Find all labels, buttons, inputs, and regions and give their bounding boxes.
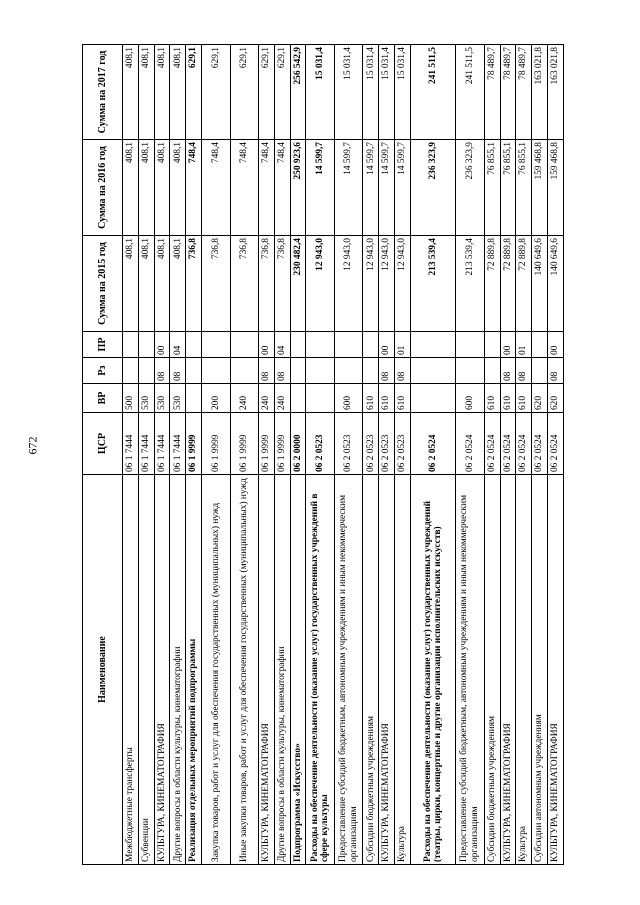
cell-y2015: 140 649,6 bbox=[547, 236, 563, 332]
cell-rz bbox=[456, 358, 484, 384]
cell-rz bbox=[290, 358, 306, 384]
cell-vr bbox=[186, 384, 202, 413]
cell-csr: 06 2 0524 bbox=[410, 413, 455, 475]
cell-y2015: 230 482,4 bbox=[290, 236, 306, 332]
cell-name: КУЛЬТУРА, КИНЕМАТОГРАФИЯ bbox=[154, 475, 170, 865]
table-row bbox=[290, 45, 306, 865]
cell-pr: 00 bbox=[500, 332, 516, 358]
cell-csr: 06 2 0524 bbox=[500, 413, 516, 475]
cell-y2017: 78 489,7 bbox=[484, 45, 500, 140]
cell-name: Культура bbox=[395, 475, 411, 865]
table-row bbox=[456, 45, 484, 865]
cell-rz bbox=[186, 358, 202, 384]
cell-csr: 06 2 0523 bbox=[306, 413, 334, 475]
cell-csr: 06 2 0524 bbox=[456, 413, 484, 475]
cell-pr bbox=[123, 332, 139, 358]
cell-y2016: 14 599,7 bbox=[395, 140, 411, 236]
cell-y2017: 163 021,8 bbox=[547, 45, 563, 140]
cell-csr: 06 1 7444 bbox=[154, 413, 170, 475]
cell-pr bbox=[230, 332, 258, 358]
cell-y2016: 14 599,7 bbox=[363, 140, 379, 236]
header-2017: Сумма на 2017 год bbox=[83, 45, 123, 140]
cell-y2017: 408,1 bbox=[154, 45, 170, 140]
cell-y2017: 78 489,7 bbox=[500, 45, 516, 140]
cell-pr: 01 bbox=[516, 332, 532, 358]
table-row bbox=[334, 45, 362, 865]
cell-csr: 06 2 0524 bbox=[532, 413, 548, 475]
cell-rz: 08 bbox=[274, 358, 290, 384]
table-row bbox=[170, 45, 186, 865]
cell-name: Субвенции bbox=[138, 475, 154, 865]
cell-name: КУЛЬТУРА, КИНЕМАТОГРАФИЯ bbox=[259, 475, 275, 865]
page-number: 672 bbox=[25, 436, 40, 455]
cell-name: Субсидии бюджетным учреждениям bbox=[363, 475, 379, 865]
cell-y2015: 736,8 bbox=[274, 236, 290, 332]
cell-vr: 500 bbox=[123, 384, 139, 413]
cell-y2017: 256 542,9 bbox=[290, 45, 306, 140]
table-row bbox=[186, 45, 202, 865]
table-row bbox=[410, 45, 455, 865]
cell-y2016: 408,1 bbox=[123, 140, 139, 236]
cell-vr bbox=[290, 384, 306, 413]
cell-vr: 620 bbox=[547, 384, 563, 413]
cell-y2015: 140 649,6 bbox=[532, 236, 548, 332]
cell-y2015: 213 539,4 bbox=[456, 236, 484, 332]
cell-y2017: 163 021,8 bbox=[532, 45, 548, 140]
cell-pr bbox=[532, 332, 548, 358]
cell-name: Другие вопросы в области культуры, кинематографии bbox=[274, 475, 290, 865]
cell-rz bbox=[363, 358, 379, 384]
cell-csr: 06 2 0000 bbox=[290, 413, 306, 475]
cell-y2016: 76 855,1 bbox=[484, 140, 500, 236]
header-csr: ЦСР bbox=[83, 413, 123, 475]
cell-name: Субсидии автономным учреждениям bbox=[532, 475, 548, 865]
cell-y2015: 736,8 bbox=[259, 236, 275, 332]
cell-y2017: 408,1 bbox=[170, 45, 186, 140]
cell-y2016: 748,4 bbox=[202, 140, 230, 236]
cell-csr: 06 1 7444 bbox=[170, 413, 186, 475]
table-row bbox=[202, 45, 230, 865]
cell-vr: 600 bbox=[334, 384, 362, 413]
cell-rz bbox=[532, 358, 548, 384]
cell-csr: 06 1 7444 bbox=[138, 413, 154, 475]
cell-y2016: 748,4 bbox=[274, 140, 290, 236]
header-rz: Рз bbox=[83, 358, 123, 384]
cell-name: КУЛЬТУРА, КИНЕМАТОГРАФИЯ bbox=[379, 475, 395, 865]
cell-vr: 610 bbox=[363, 384, 379, 413]
cell-y2015: 12 943,0 bbox=[306, 236, 334, 332]
cell-y2016: 159 468,8 bbox=[547, 140, 563, 236]
cell-vr: 240 bbox=[230, 384, 258, 413]
cell-vr: 610 bbox=[395, 384, 411, 413]
table-row bbox=[547, 45, 563, 865]
cell-rz: 08 bbox=[395, 358, 411, 384]
table-row bbox=[230, 45, 258, 865]
cell-name: Предоставление субсидий бюджетным, автономным учреждениям и иным некоммерческим организациям bbox=[456, 475, 484, 865]
cell-y2015: 72 889,8 bbox=[516, 236, 532, 332]
table-row bbox=[516, 45, 532, 865]
cell-name: Расходы на обеспечение деятельности (оказание услуг) государственных учреждений (театры, цирки, концертные и другие организации исполнительских искусств) bbox=[410, 475, 455, 865]
cell-y2017: 15 031,4 bbox=[379, 45, 395, 140]
cell-csr: 06 2 0524 bbox=[484, 413, 500, 475]
table-row bbox=[500, 45, 516, 865]
cell-rz: 08 bbox=[379, 358, 395, 384]
cell-rz: 08 bbox=[259, 358, 275, 384]
cell-pr bbox=[290, 332, 306, 358]
cell-name: Субсидии бюджетным учреждениям bbox=[484, 475, 500, 865]
cell-y2015: 408,1 bbox=[123, 236, 139, 332]
cell-pr bbox=[334, 332, 362, 358]
cell-y2015: 72 889,8 bbox=[500, 236, 516, 332]
table-row bbox=[259, 45, 275, 865]
cell-rz: 08 bbox=[516, 358, 532, 384]
cell-vr: 610 bbox=[516, 384, 532, 413]
cell-name: Иные закупки товаров, работ и услуг для обеспечения государственных (муниципальных) нужд bbox=[230, 475, 258, 865]
cell-y2016: 748,4 bbox=[259, 140, 275, 236]
cell-vr: 610 bbox=[379, 384, 395, 413]
cell-rz: 08 bbox=[500, 358, 516, 384]
cell-vr bbox=[410, 384, 455, 413]
cell-name: КУЛЬТУРА, КИНЕМАТОГРАФИЯ bbox=[500, 475, 516, 865]
cell-csr: 06 1 9999 bbox=[202, 413, 230, 475]
cell-vr: 530 bbox=[138, 384, 154, 413]
cell-y2015: 408,1 bbox=[154, 236, 170, 332]
table-row bbox=[154, 45, 170, 865]
cell-y2016: 250 923,6 bbox=[290, 140, 306, 236]
header-2015: Сумма на 2015 год bbox=[83, 236, 123, 332]
cell-y2016: 14 599,7 bbox=[334, 140, 362, 236]
cell-y2017: 629,1 bbox=[202, 45, 230, 140]
cell-rz bbox=[484, 358, 500, 384]
cell-pr bbox=[306, 332, 334, 358]
cell-rz: 08 bbox=[547, 358, 563, 384]
cell-vr bbox=[306, 384, 334, 413]
cell-y2015: 736,8 bbox=[202, 236, 230, 332]
cell-pr bbox=[186, 332, 202, 358]
cell-rz bbox=[202, 358, 230, 384]
cell-pr bbox=[484, 332, 500, 358]
cell-y2016: 14 599,7 bbox=[379, 140, 395, 236]
cell-y2015: 736,8 bbox=[230, 236, 258, 332]
cell-y2016: 76 855,1 bbox=[500, 140, 516, 236]
cell-y2016: 236 323,9 bbox=[410, 140, 455, 236]
cell-y2015: 12 943,0 bbox=[395, 236, 411, 332]
table-row bbox=[138, 45, 154, 865]
cell-csr: 06 2 0523 bbox=[379, 413, 395, 475]
header-vr: ВР bbox=[83, 384, 123, 413]
cell-pr: 04 bbox=[170, 332, 186, 358]
rotated-table-wrapper bbox=[82, 45, 564, 865]
table-row bbox=[484, 45, 500, 865]
cell-y2017: 15 031,4 bbox=[395, 45, 411, 140]
table-row bbox=[363, 45, 379, 865]
cell-name: Культура bbox=[516, 475, 532, 865]
cell-y2016: 236 323,9 bbox=[456, 140, 484, 236]
cell-name: Реализация отдельных мероприятий подпрограммы bbox=[186, 475, 202, 865]
table-row bbox=[532, 45, 548, 865]
cell-vr: 610 bbox=[500, 384, 516, 413]
cell-csr: 06 1 7444 bbox=[123, 413, 139, 475]
cell-rz bbox=[230, 358, 258, 384]
cell-csr: 06 2 0523 bbox=[334, 413, 362, 475]
cell-y2016: 408,1 bbox=[138, 140, 154, 236]
cell-y2016: 159 468,8 bbox=[532, 140, 548, 236]
cell-pr bbox=[202, 332, 230, 358]
cell-rz bbox=[410, 358, 455, 384]
cell-name: Другие вопросы в области культуры, кинематографии bbox=[170, 475, 186, 865]
cell-rz bbox=[334, 358, 362, 384]
cell-y2015: 408,1 bbox=[138, 236, 154, 332]
cell-csr: 06 1 9999 bbox=[186, 413, 202, 475]
cell-y2016: 748,4 bbox=[230, 140, 258, 236]
cell-y2016: 14 599,7 bbox=[306, 140, 334, 236]
cell-pr: 01 bbox=[395, 332, 411, 358]
cell-pr bbox=[410, 332, 455, 358]
cell-y2015: 736,8 bbox=[186, 236, 202, 332]
cell-y2017: 629,1 bbox=[186, 45, 202, 140]
header-pr: ПР bbox=[83, 332, 123, 358]
cell-y2017: 15 031,4 bbox=[306, 45, 334, 140]
cell-pr: 04 bbox=[274, 332, 290, 358]
cell-y2015: 12 943,0 bbox=[334, 236, 362, 332]
cell-pr bbox=[363, 332, 379, 358]
cell-y2017: 78 489,7 bbox=[516, 45, 532, 140]
cell-csr: 06 2 0524 bbox=[547, 413, 563, 475]
table-row bbox=[379, 45, 395, 865]
cell-pr: 00 bbox=[259, 332, 275, 358]
cell-name: Предоставление субсидий бюджетным, автономным учреждениям и иным некоммерческим организациям bbox=[334, 475, 362, 865]
cell-vr: 610 bbox=[484, 384, 500, 413]
cell-y2017: 629,1 bbox=[259, 45, 275, 140]
cell-csr: 06 1 9999 bbox=[274, 413, 290, 475]
cell-vr: 240 bbox=[274, 384, 290, 413]
header-name: Наименование bbox=[83, 475, 123, 865]
header-row bbox=[83, 45, 123, 865]
cell-y2016: 748,4 bbox=[186, 140, 202, 236]
cell-pr bbox=[138, 332, 154, 358]
cell-pr: 00 bbox=[154, 332, 170, 358]
cell-rz bbox=[138, 358, 154, 384]
cell-y2015: 72 889,8 bbox=[484, 236, 500, 332]
cell-y2017: 15 031,4 bbox=[363, 45, 379, 140]
cell-vr: 620 bbox=[532, 384, 548, 413]
cell-y2016: 408,1 bbox=[154, 140, 170, 236]
cell-y2015: 12 943,0 bbox=[363, 236, 379, 332]
cell-y2015: 408,1 bbox=[170, 236, 186, 332]
cell-name: Межбюджетные трансферты bbox=[123, 475, 139, 865]
cell-rz bbox=[123, 358, 139, 384]
cell-csr: 06 1 9999 bbox=[230, 413, 258, 475]
cell-csr: 06 1 9999 bbox=[259, 413, 275, 475]
budget-table bbox=[82, 44, 564, 865]
cell-pr: 00 bbox=[379, 332, 395, 358]
cell-csr: 06 2 0523 bbox=[395, 413, 411, 475]
cell-rz bbox=[306, 358, 334, 384]
cell-name: Закупка товаров, работ и услуг для обеспечения государственных (муниципальных) нужд bbox=[202, 475, 230, 865]
cell-csr: 06 2 0524 bbox=[516, 413, 532, 475]
cell-y2016: 76 855,1 bbox=[516, 140, 532, 236]
cell-y2017: 408,1 bbox=[138, 45, 154, 140]
cell-y2017: 241 511,5 bbox=[456, 45, 484, 140]
cell-y2017: 629,1 bbox=[230, 45, 258, 140]
cell-name: Подпрограмма «Искусство» bbox=[290, 475, 306, 865]
cell-name: КУЛЬТУРА, КИНЕМАТОГРАФИЯ bbox=[547, 475, 563, 865]
cell-pr bbox=[456, 332, 484, 358]
cell-vr: 530 bbox=[154, 384, 170, 413]
cell-rz: 08 bbox=[154, 358, 170, 384]
cell-y2016: 408,1 bbox=[170, 140, 186, 236]
cell-rz: 08 bbox=[170, 358, 186, 384]
cell-y2017: 241 511,5 bbox=[410, 45, 455, 140]
table-row bbox=[395, 45, 411, 865]
cell-y2017: 408,1 bbox=[123, 45, 139, 140]
cell-y2015: 213 539,4 bbox=[410, 236, 455, 332]
cell-vr: 600 bbox=[456, 384, 484, 413]
cell-vr: 200 bbox=[202, 384, 230, 413]
cell-csr: 06 2 0523 bbox=[363, 413, 379, 475]
cell-y2015: 12 943,0 bbox=[379, 236, 395, 332]
cell-y2017: 15 031,4 bbox=[334, 45, 362, 140]
cell-y2017: 629,1 bbox=[274, 45, 290, 140]
table-row bbox=[274, 45, 290, 865]
header-2016: Сумма на 2016 год bbox=[83, 140, 123, 236]
cell-vr: 240 bbox=[259, 384, 275, 413]
cell-vr: 530 bbox=[170, 384, 186, 413]
table-row bbox=[306, 45, 334, 865]
cell-pr: 00 bbox=[547, 332, 563, 358]
cell-name: Расходы на обеспечение деятельности (оказание услуг) государственных учреждений в сфере культуры bbox=[306, 475, 334, 865]
table-row bbox=[123, 45, 139, 865]
